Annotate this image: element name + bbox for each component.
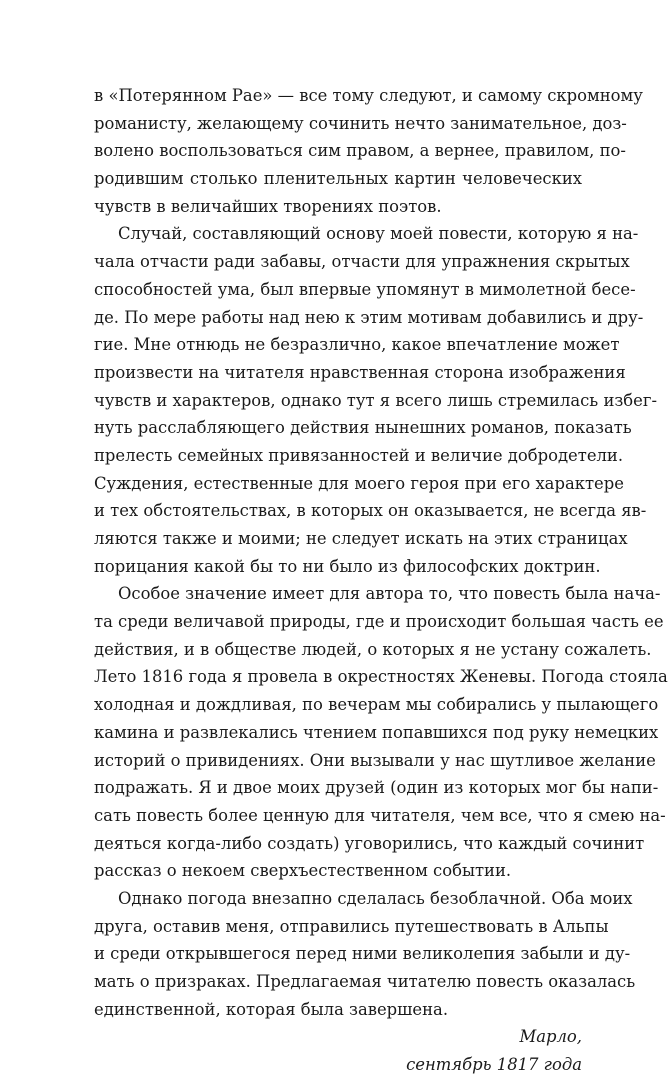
text-line: и среди открывшегося перед ними великолепия забыли и ду- xyxy=(94,944,631,964)
text-line: чувств и характеров, однако тут я всего лишь стремилась избег- xyxy=(94,390,657,410)
text-line: Суждения, естественные для моего героя при его характере xyxy=(94,473,624,493)
text-line: деяться когда-либо создать) уговорились, что каждый сочинит xyxy=(94,833,645,853)
text-line: нуть расслабляющего действия нынешних романов, показать xyxy=(94,418,632,438)
text-line: волено воспользоваться сим правом, а вернее, правилом, по- xyxy=(94,141,626,161)
text-line: историй о привидениях. Они вызывали у нас шутливое желание xyxy=(94,750,656,770)
signature-date: сентябрь 1817 года xyxy=(406,1055,582,1075)
text-line: Случай, составляющий основу моей повести, которую я на- xyxy=(118,224,639,244)
text-line: гие. Мне отнюдь не безразлично, какое впечатление может xyxy=(94,335,620,355)
text-line: прелесть семейных привязанностей и величие добродетели. xyxy=(94,445,624,465)
text-line: мать о призраках. Предлагаемая читателю повесть оказалась xyxy=(94,972,636,991)
text-line: холодная и дождливая, по вечерам мы собирались у пылающего xyxy=(94,695,659,715)
text-line: ляются также и моими; не следует искать на этих страницах xyxy=(94,529,628,548)
text-line: Лето 1816 года я провела в окрестностях Женевы. Погода стояла xyxy=(94,667,668,687)
text-line: сать повесть более ценную для читателя, чем все, что я смею на- xyxy=(94,805,666,825)
text-line: рассказ о некоем сверхъестественном событии. xyxy=(94,861,512,881)
signature-place: Марло, xyxy=(519,1027,582,1047)
text-line: единственной, которая была завершена. xyxy=(94,999,449,1019)
preface-text xyxy=(94,82,668,1079)
text-line: произвести на читателя нравственная сторона изображения xyxy=(94,362,626,382)
text-line: романисту, желающему сочинить нечто занимательное, доз- xyxy=(94,113,627,133)
text-line: камина и развлекались чтением попавшихся под руку немецких xyxy=(94,722,659,742)
text-line: чала отчасти ради забавы, отчасти для упражнения скрытых xyxy=(94,252,630,272)
text-line: родившим столько пленительных картин человеческих xyxy=(94,169,582,189)
text-line: Однако погода внезапно сделалась безоблачной. Оба моих xyxy=(118,888,633,908)
text-line: способностей ума, был впервые упомянут в мимолетной бесе- xyxy=(94,279,636,299)
text-line: в «Потерянном Рае» — все тому следуют, и самому скромному xyxy=(94,86,643,105)
text-line: та среди величавой природы, где и происходит большая часть ее xyxy=(94,612,664,632)
text-line: действия, и в обществе людей, о которых я не устану сожалеть. xyxy=(94,639,652,659)
text-line: Особое значение имеет для автора то, что повесть была нача- xyxy=(118,584,661,604)
text-line: и тех обстоятельствах, в которых он оказывается, не всегда яв- xyxy=(94,501,647,521)
text-line: подражать. Я и двое моих друзей (один из которых мог бы напи- xyxy=(94,778,659,798)
text-line: де. По мере работы над нею к этим мотивам добавились и дру- xyxy=(94,307,644,327)
text-line: чувств в величайших творениях поэтов. xyxy=(94,196,442,216)
text-line: друга, оставив меня, отправились путешествовать в Альпы xyxy=(94,916,609,936)
text-line: порицания какой бы то ни было из философских доктрин. xyxy=(94,556,601,576)
